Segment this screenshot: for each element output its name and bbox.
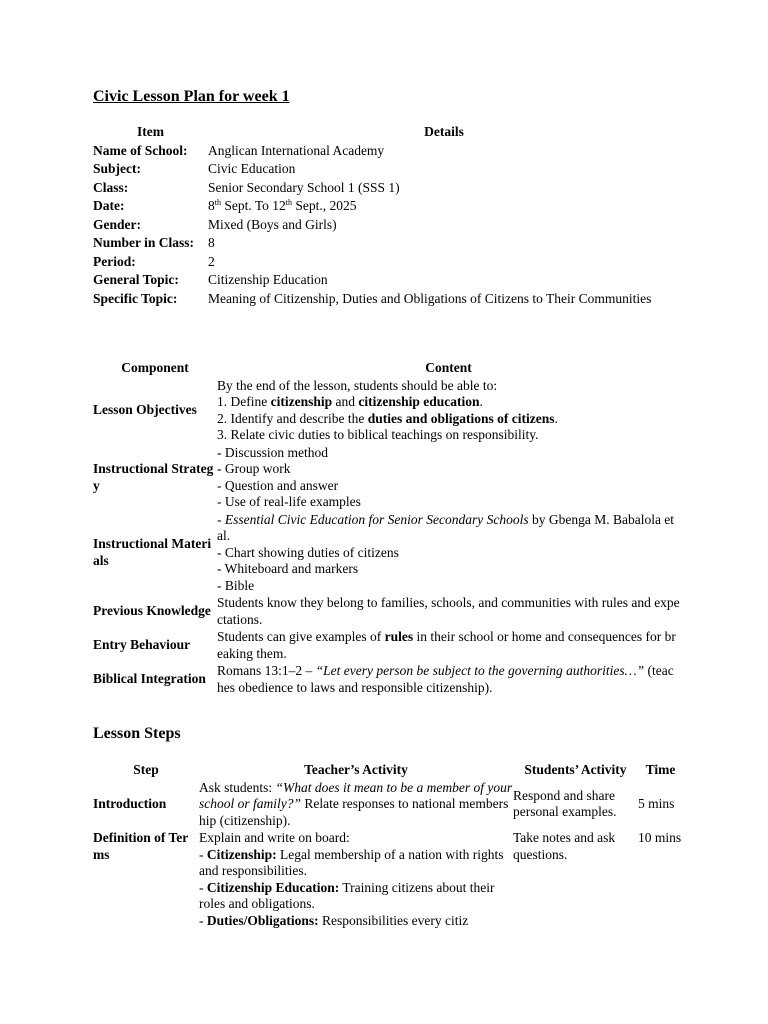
objective-item: 3. Relate civic duties to biblical teachings on responsibility. <box>217 427 539 442</box>
term-definition: - Citizenship: Legal membership of a nation with rights and responsibilities. <box>199 846 504 878</box>
step-name: Introduction <box>93 796 167 811</box>
row-label: Period: <box>93 253 136 269</box>
teacher-activity: Ask students: “What does it mean to be a member of your school or family?” Relate responses to national membership (citizenship). <box>199 779 513 828</box>
step-name: Definition of Terms <box>93 830 189 862</box>
row-value: Students know they belong to families, schools, and communities with rules and expectations. <box>217 595 680 627</box>
row-value: 2 <box>208 253 215 269</box>
row-label: Instructional Materials <box>93 536 212 568</box>
material-item: - Bible <box>217 577 255 593</box>
info-row-gender <box>93 217 680 236</box>
component-row-previous-knowledge <box>93 595 680 629</box>
row-value-date: 8th Sept. To 12th Sept., 2025 <box>208 198 357 213</box>
row-label: Entry Behaviour <box>93 637 191 653</box>
students-activity: Respond and share personal examples. <box>513 787 617 820</box>
lesson-info-table <box>93 124 680 309</box>
strategy-item: - Question and answer <box>217 477 339 493</box>
component-row-strategy <box>93 445 680 512</box>
column-header-step: Step <box>133 762 159 777</box>
column-header-content: Content <box>425 360 472 375</box>
lesson-steps-table <box>93 762 683 930</box>
strategy-item: - Use of real-life examples <box>217 494 361 509</box>
row-label: Previous Knowledge <box>93 603 211 619</box>
info-row-specific-topic <box>93 291 680 310</box>
row-label: Number in Class: <box>93 235 195 250</box>
objectives-intro: By the end of the lesson, students should be able to: <box>217 377 498 393</box>
info-row-date <box>93 198 680 217</box>
row-value: Senior Secondary School 1 (SSS 1) <box>208 179 400 195</box>
objective-item: 2. Identify and describe the duties and obligations of citizens. <box>217 410 558 426</box>
students-activity: Take notes and ask questions. <box>513 830 616 862</box>
row-value: Students can give examples of rules in their school or home and consequences for breaking them. <box>217 629 676 661</box>
row-value: Anglican International Academy <box>208 142 385 158</box>
step-time: 10 mins <box>638 830 682 845</box>
column-header-time: Time <box>645 762 676 777</box>
row-label: Class: <box>93 179 129 195</box>
info-row-number-in-class <box>93 235 680 254</box>
material-item: - Chart showing duties of citizens <box>217 544 399 560</box>
lesson-steps-heading: Lesson Steps <box>93 725 181 742</box>
term-definition: - Citizenship Education: Training citizens about their roles and obligations. <box>199 879 495 911</box>
row-value: Meaning of Citizenship, Duties and Obligations of Citizens to Their Communities <box>208 290 652 306</box>
strategy-content <box>217 445 680 512</box>
info-row-class <box>93 180 680 199</box>
column-header-details: Details <box>424 124 464 139</box>
column-header-item: Item <box>137 124 164 139</box>
strategy-item: - Group work <box>217 461 291 476</box>
component-row-materials <box>93 512 680 596</box>
row-label: Instructional Strategy <box>93 461 214 493</box>
row-value: 8 <box>208 235 215 250</box>
step-row-introduction <box>93 780 683 831</box>
strategy-item: - Discussion method <box>217 444 328 460</box>
material-item: - Essential Civic Education for Senior Secondary Schools by Gbenga M. Babalola et al. <box>217 511 675 543</box>
info-row-subject <box>93 161 680 180</box>
objective-item: 1. Define citizenship and citizenship education. <box>217 394 483 409</box>
column-header-students-activity: Students’ Activity <box>524 762 627 777</box>
info-row-period <box>93 254 680 273</box>
component-row-objectives <box>93 378 680 445</box>
document-title: Civic Lesson Plan for week 1 <box>93 88 290 105</box>
lesson-components-table <box>93 360 680 697</box>
row-label: Gender: <box>93 216 141 232</box>
info-row-general-topic <box>93 272 680 291</box>
row-label: General Topic: <box>93 272 179 287</box>
row-label: Subject: <box>93 161 141 176</box>
row-label: Specific Topic: <box>93 290 178 306</box>
step-time: 5 mins <box>638 796 675 811</box>
row-label: Lesson Objectives <box>93 402 197 418</box>
row-label: Date: <box>93 198 125 213</box>
row-label: Name of School: <box>93 142 188 158</box>
teacher-activity: Explain and write on board: - Citizenship: Legal membership of a nation with rights and responsibilities. - Citizenship Education: Training citizens about their roles and obligations. - Duties/Obligations: Responsibilities every citiz <box>199 830 513 930</box>
material-item: - Whiteboard and markers <box>217 561 359 576</box>
row-value: Mixed (Boys and Girls) <box>208 216 337 232</box>
info-row-school <box>93 143 680 162</box>
step-row-definition-of-terms <box>93 830 683 930</box>
component-row-entry-behaviour <box>93 629 680 663</box>
row-label: Biblical Integration <box>93 671 206 687</box>
objectives-content <box>217 378 680 445</box>
row-value: Romans 13:1–2 – “Let every person be subject to the governing authorities…” (teaches obedience to laws and responsible citizenship). <box>217 663 674 695</box>
column-header-teacher-activity: Teacher’s Activity <box>304 762 408 777</box>
term-definition: - Duties/Obligations: Responsibilities every citiz <box>199 912 469 928</box>
row-value: Civic Education <box>208 161 296 176</box>
column-header-component: Component <box>121 360 189 375</box>
component-row-biblical-integration <box>93 663 680 697</box>
materials-content <box>217 512 680 596</box>
row-value: Citizenship Education <box>208 272 328 287</box>
